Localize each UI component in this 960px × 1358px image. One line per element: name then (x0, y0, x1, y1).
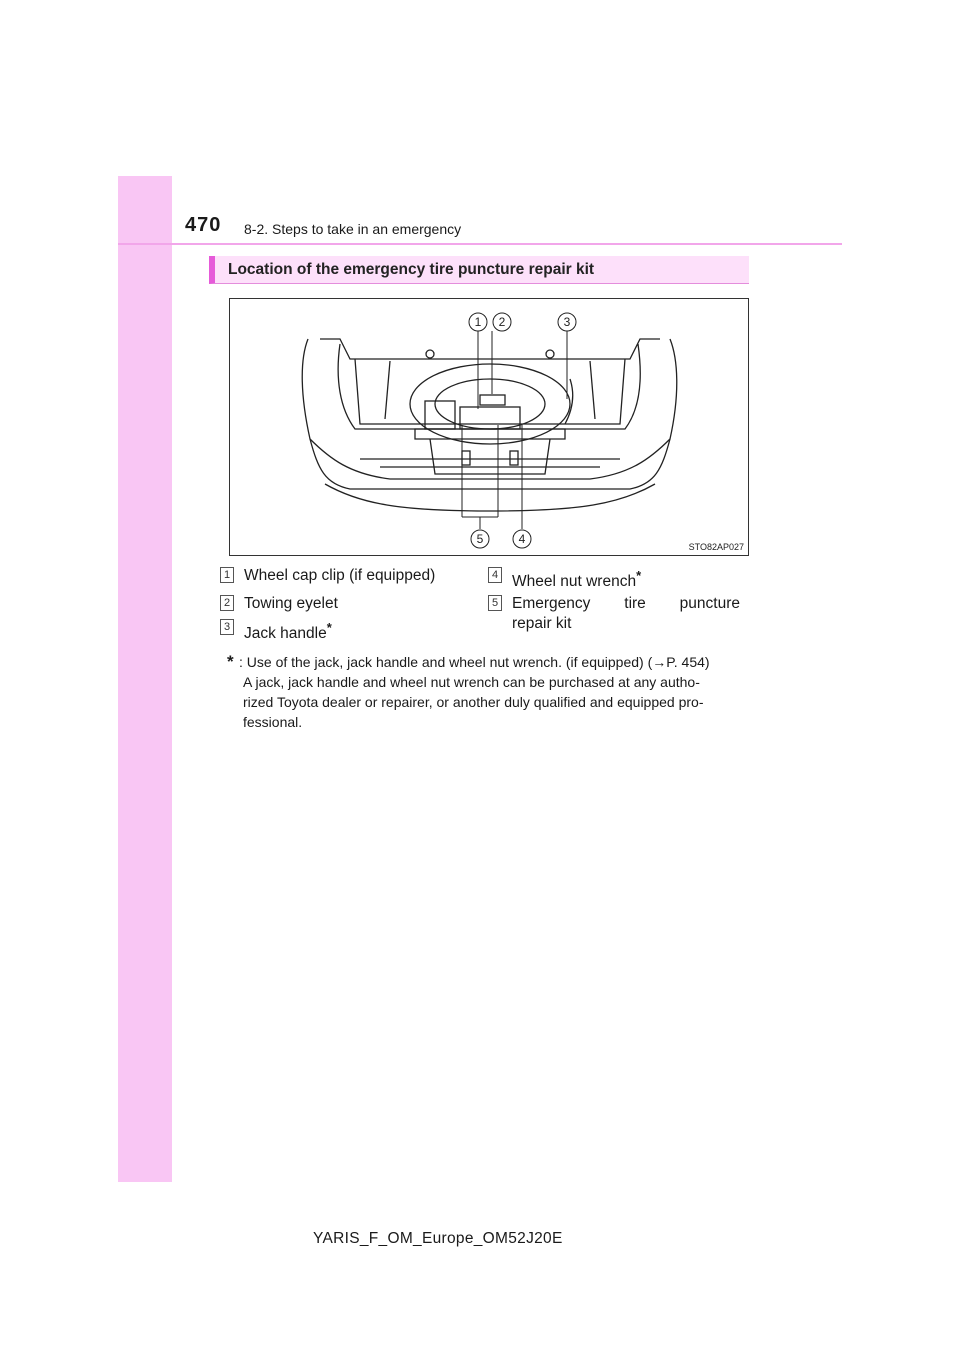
footnote-line-3: rized Toyota dealer or repairer, or another duly qualified and equipped pro- (243, 694, 704, 710)
legend-label: Wheel nut wrench* (512, 568, 642, 590)
number-badge: 3 (220, 619, 234, 635)
legend-word: tire (624, 595, 646, 612)
callout-4-label: 4 (518, 532, 526, 546)
header-rule (118, 243, 842, 245)
figure-code: STO82AP027 (688, 542, 744, 552)
asterisk-mark: * (326, 620, 332, 635)
trunk-illustration (229, 298, 749, 556)
asterisk-mark: * (636, 568, 642, 583)
document-id-footer: YARIS_F_OM_Europe_OM52J20E (313, 1230, 563, 1247)
number-badge: 4 (488, 567, 502, 583)
legend-label (512, 594, 742, 634)
trunk-drawing (230, 299, 748, 555)
page-number: 470 (185, 214, 222, 236)
number-badge: 5 (488, 595, 502, 611)
callout-2-label: 2 (498, 315, 506, 329)
footnote-asterisk: * (227, 652, 234, 671)
footnote-line-1: : Use of the jack, jack handle and wheel nut wrench. (if equipped) (→P. 454) (239, 654, 710, 670)
number-badge: 2 (220, 595, 234, 611)
legend-label: Jack handle* (244, 620, 332, 642)
legend-line-1 (512, 594, 740, 614)
legend-label: Towing eyelet (244, 595, 338, 612)
footnote-line-4: fessional. (243, 714, 303, 730)
side-tab-band (118, 176, 172, 1182)
subsection-title: Location of the emergency tire puncture repair kit (228, 261, 595, 278)
subsection-title-bar (209, 256, 749, 284)
callout-1-label: 1 (474, 315, 482, 329)
legend-word: Emergency (512, 595, 591, 612)
legend-word: puncture (679, 595, 740, 612)
number-badge: 1 (220, 567, 234, 583)
legend-line-2: repair kit (512, 615, 572, 632)
legend-label: Wheel cap clip (if equipped) (244, 567, 436, 584)
section-heading: 8-2. Steps to take in an emergency (244, 221, 462, 237)
callout-3-label: 3 (563, 315, 571, 329)
callout-5-label: 5 (476, 532, 484, 546)
footnote-line-2: A jack, jack handle and wheel nut wrench can be purchased at any autho- (243, 674, 700, 690)
